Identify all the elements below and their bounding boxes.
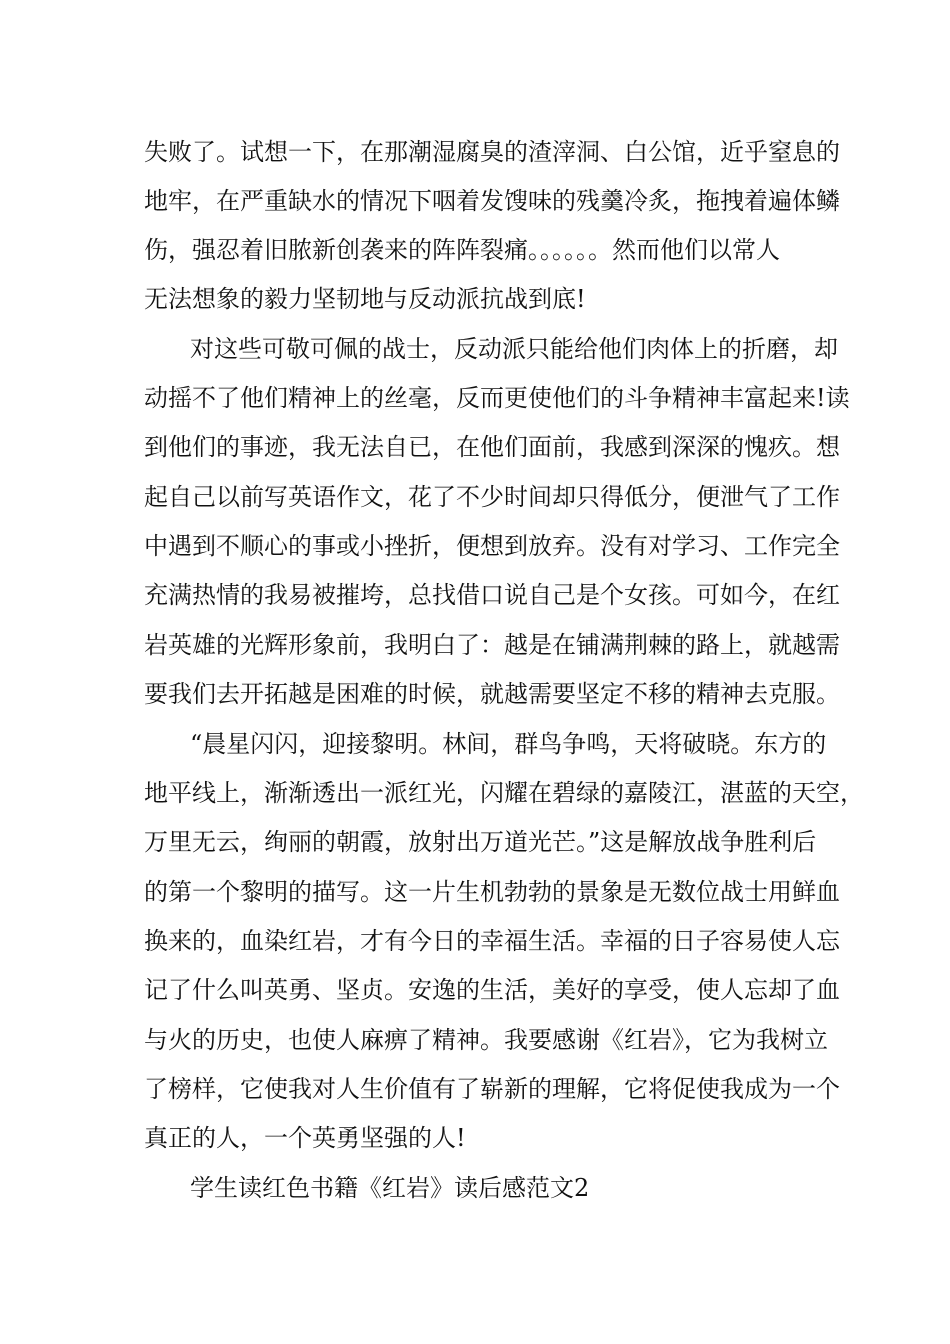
text-line: 了榜样，它使我对人生价值有了崭新的理解，它将促使我成为一个 (144, 1075, 840, 1103)
text-line: 失败了。试想一下，在那潮湿腐臭的渣滓洞、白公馆，近乎窒息的 (144, 138, 840, 166)
section-heading: 学生读红色书籍《红岩》读后感范文2 (190, 1174, 590, 1202)
text-line: 岩英雄的光辉形象前，我明白了：越是在铺满荆棘的路上，就越需 (144, 631, 840, 659)
text-line: 起自己以前写英语作文，花了不少时间却只得低分，便泄气了工作 (144, 483, 840, 511)
text-line: 换来的，血染红岩，才有今日的幸福生活。幸福的日子容易使人忘 (144, 927, 840, 955)
text-line: 地牢，在严重缺水的情况下咽着发馊味的残羹冷炙，拖拽着遍体鳞 (144, 187, 840, 215)
text-line: 记了什么叫英勇、坚贞。安逸的生活，美好的享受，使人忘却了血 (144, 976, 840, 1004)
text-line: 中遇到不顺心的事或小挫折，便想到放弃。没有对学习、工作完全 (144, 532, 840, 560)
text-line: 万里无云，绚丽的朝霞，放射出万道光芒。”这是解放战争胜利后 (144, 828, 817, 856)
text-line: 动摇不了他们精神上的丝毫，反而更使他们的斗争精神丰富起来!读 (144, 384, 850, 412)
text-line: 对这些可敬可佩的战士，反动派只能给他们肉体上的折磨，却 (190, 335, 838, 363)
text-line: 地平线上，渐渐透出一派红光，闪耀在碧绿的嘉陵江，湛蓝的天空， (144, 779, 864, 807)
text-line: 要我们去开拓越是困难的时候，就越需要坚定不移的精神去克服。 (144, 680, 840, 708)
text-line: 真正的人，一个英勇坚强的人! (144, 1124, 466, 1152)
text-line: “晨星闪闪，迎接黎明。林间，群鸟争鸣，天将破晓。东方的 (190, 730, 827, 758)
text-line: 到他们的事迹，我无法自已，在他们面前，我感到深深的愧疚。想 (144, 433, 840, 461)
text-line: 的第一个黎明的描写。这一片生机勃勃的景象是无数位战士用鲜血 (144, 878, 840, 906)
text-line: 伤，强忍着旧脓新创袭来的阵阵裂痛。。。。。。然而他们以常人 (144, 236, 780, 264)
text-line: 充满热情的我易被摧垮，总找借口说自己是个女孩。可如今，在红 (144, 581, 840, 609)
text-line: 与火的历史，也使人麻痹了精神。我要感谢《红岩》，它为我树立 (144, 1026, 828, 1054)
text-line: 无法想象的毅力坚韧地与反动派抗战到底! (144, 285, 586, 313)
